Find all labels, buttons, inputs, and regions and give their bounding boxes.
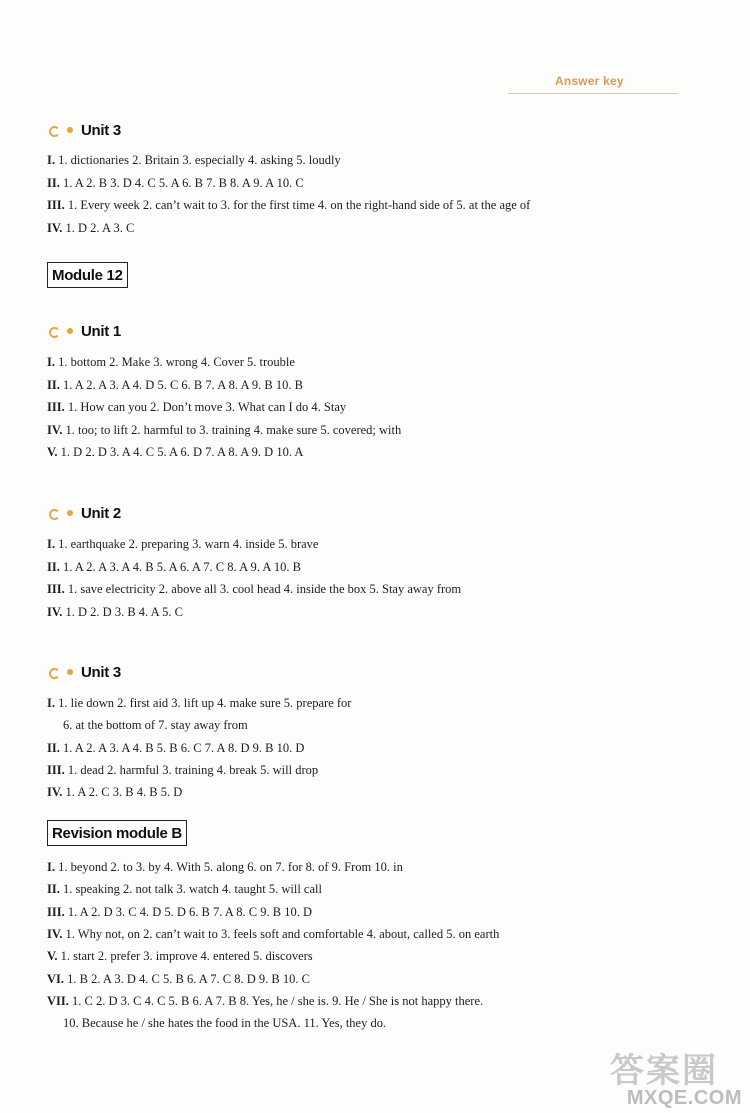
answer-text: 10. Because he / she hates the food in the USA. 11. Yes, they do. (63, 1016, 387, 1031)
header-rule (508, 93, 678, 94)
answer-text: 1. D 2. D 3. A 4. C 5. A 6. D 7. A 8. A 9. D 10. A (57, 445, 304, 460)
answer-text: 1. A 2. D 3. C 4. D 5. D 6. B 7. A 8. C 9. B 10. D (64, 904, 312, 919)
unit-heading-m12-unit2 (49, 503, 121, 523)
unit-heading-m11-unit3 (49, 120, 121, 140)
question-group-number: III. (47, 582, 65, 597)
unit-bullet-icon (49, 324, 79, 338)
answer-text: 1. A 2. A 3. A 4. B 5. B 6. C 7. A 8. D 9. B 10. D (59, 740, 305, 755)
question-group-number: I. (47, 537, 55, 551)
answer-line (47, 536, 318, 552)
question-group-number: II. (47, 559, 60, 574)
answer-text: 1. D 2. A 3. C (62, 220, 135, 235)
answer-line (47, 993, 483, 1009)
answer-line (47, 422, 401, 438)
unit-title: Unit 1 (81, 322, 121, 340)
question-group-number: IV. (47, 926, 63, 941)
answer-line (63, 1015, 386, 1031)
unit-bullet-icon (49, 506, 79, 520)
answer-text: 1. bottom 2. Make 3. wrong 4. Cover 5. trouble (55, 355, 295, 369)
answer-text: 1. beyond 2. to 3. by 4. With 5. along 6. on 7. for 8. of 9. From 10. in (55, 860, 403, 874)
answer-text: 1. C 2. D 3. C 4. C 5. B 6. A 7. B 8. Yes, he / she is. 9. He / She is not happy there. (68, 993, 484, 1008)
module-heading-12 (47, 262, 128, 288)
unit-heading-m12-unit3 (49, 662, 121, 682)
answer-line (47, 762, 318, 778)
answer-line (47, 444, 303, 460)
unit-bullet-icon (49, 665, 79, 679)
question-group-number: I. (47, 355, 55, 369)
site-watermark-logo (602, 1043, 742, 1113)
answer-line (47, 904, 312, 920)
answer-text: 1. B 2. A 3. D 4. C 5. B 6. A 7. C 8. D 9. B 10. C (64, 971, 310, 986)
question-group-number: I. (47, 860, 55, 874)
answer-line (47, 152, 341, 168)
question-group-number: VII. (47, 993, 69, 1008)
question-group-number: II. (47, 377, 60, 392)
question-group-number: II. (47, 882, 60, 897)
answer-text: 1. A 2. B 3. D 4. C 5. A 6. B 7. B 8. A 9. A 10. C (59, 175, 304, 190)
answer-text: 1. How can you 2. Don’t move 3. What can I do 4. Stay (64, 400, 347, 415)
answer-text: 1. dictionaries 2. Britain 3. especially 4. asking 5. loudly (55, 153, 341, 167)
answer-line (47, 971, 310, 987)
question-group-number: III. (47, 198, 65, 212)
answer-text: 6. at the bottom of 7. stay away from (63, 718, 248, 733)
watermark-url: MXQE.COM (626, 1087, 742, 1109)
answer-text: 1. A 2. A 3. A 4. B 5. A 6. A 7. C 8. A 9. A 10. B (59, 559, 301, 574)
answer-text: 1. dead 2. harmful 3. training 4. break 5. will drop (64, 762, 319, 777)
answer-text: 1. Every week 2. can’t wait to 3. for the first time 4. on the right-hand side of 5. at the age of (64, 198, 531, 212)
question-group-number: IV. (47, 604, 63, 619)
question-group-number: IV. (47, 422, 63, 437)
answer-text: 1. earthquake 2. preparing 3. warn 4. inside 5. brave (55, 537, 319, 551)
question-group-number: III. (47, 904, 65, 919)
answer-line (47, 695, 351, 711)
answer-line (47, 740, 304, 756)
watermark-text: 答案圈 (610, 1052, 718, 1090)
answer-line (47, 197, 530, 213)
question-group-number: I. (47, 696, 55, 710)
unit-title: Unit 3 (81, 663, 121, 681)
question-group-number: II. (47, 740, 60, 755)
question-group-number: V. (47, 949, 58, 964)
answer-line (47, 559, 301, 575)
answer-text: 1. lie down 2. first aid 3. lift up 4. make sure 5. prepare for (55, 696, 352, 710)
answer-line (47, 604, 183, 620)
answer-line (47, 926, 499, 942)
answer-text: 1. start 2. prefer 3. improve 4. entered 5. discovers (57, 949, 313, 964)
answer-line (47, 881, 322, 897)
answer-text: 1. save electricity 2. above all 3. cool head 4. inside the box 5. Stay away from (64, 582, 462, 597)
answer-text: 1. A 2. A 3. A 4. D 5. C 6. B 7. A 8. A 9. B 10. B (59, 377, 303, 392)
answer-line (47, 399, 346, 415)
answer-line (63, 717, 248, 733)
unit-heading-m12-unit1 (49, 321, 121, 341)
answer-line (47, 784, 182, 800)
question-group-number: III. (47, 762, 65, 777)
unit-bullet-icon (49, 123, 79, 137)
answer-line (47, 377, 303, 393)
answer-text: 1. speaking 2. not talk 3. watch 4. taught 5. will call (59, 882, 322, 897)
unit-title: Unit 2 (81, 504, 121, 522)
question-group-number: IV. (47, 220, 63, 235)
unit-title: Unit 3 (81, 121, 121, 139)
module-heading-revision-b (47, 820, 187, 846)
answer-line (47, 948, 313, 964)
answer-line (47, 175, 304, 191)
answer-line (47, 220, 134, 236)
question-group-number: V. (47, 445, 58, 460)
answer-text: 1. Why not, on 2. can’t wait to 3. feels soft and comfortable 4. about, called 5. on earth (62, 926, 500, 941)
question-group-number: VI. (47, 971, 65, 986)
answer-text: 1. too; to lift 2. harmful to 3. training 4. make sure 5. covered; with (62, 422, 402, 437)
question-group-number: IV. (47, 785, 63, 800)
answer-line (47, 859, 403, 875)
question-group-number: III. (47, 400, 65, 415)
question-group-number: I. (47, 153, 55, 167)
answer-text: 1. D 2. D 3. B 4. A 5. C (62, 604, 183, 619)
answer-line (47, 581, 461, 597)
question-group-number: II. (47, 175, 60, 190)
answer-text: 1. A 2. C 3. B 4. B 5. D (62, 785, 183, 800)
answer-line (47, 354, 295, 370)
module-title: Revision module B (52, 824, 182, 842)
module-title: Module 12 (52, 266, 123, 284)
page-header-label: Answer key (555, 74, 624, 88)
